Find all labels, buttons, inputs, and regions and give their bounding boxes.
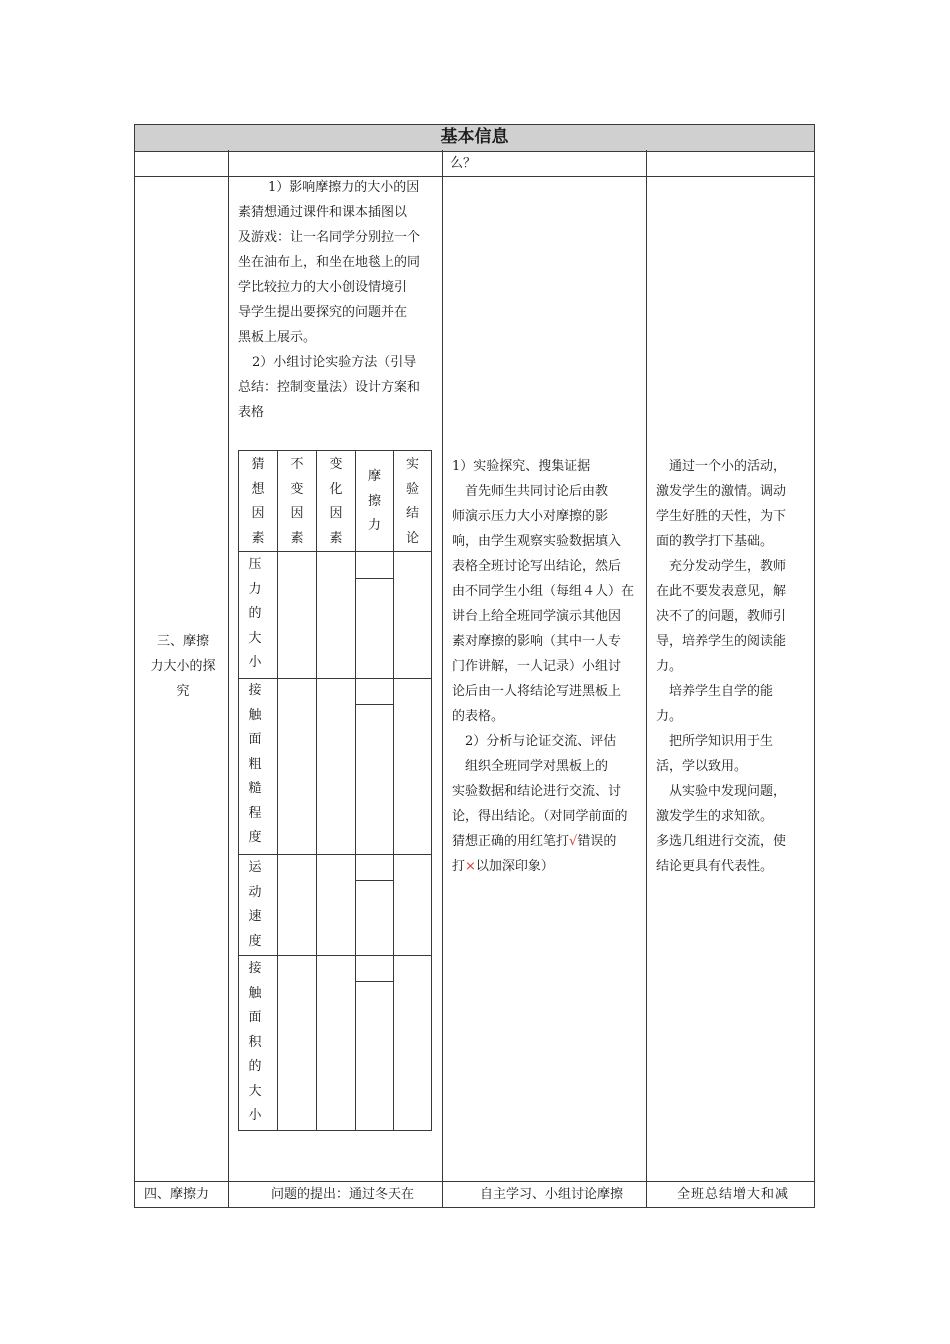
teacher-activity-paragraph-2: 2）小组讨论实验方法（引导 总结：控制变量法）设计方案和 表格: [238, 355, 421, 420]
table-col-line: [646, 150, 647, 1208]
section-4-design-intent: 全班总结增大和减: [677, 1187, 790, 1202]
table-row-line: [134, 176, 815, 177]
experiment-row-roughness: 接 触 面 粗 糙 程 度: [248, 683, 262, 845]
experiment-table-border: [238, 1130, 432, 1131]
experiment-table-border: [238, 450, 432, 451]
experiment-table-row-line: [238, 854, 432, 855]
student-activity-text: [452, 454, 640, 879]
experiment-table-row-line: [238, 551, 432, 552]
friction-subcell-line: [355, 981, 394, 982]
experiment-header-constant-factor: 不 变 因 素: [290, 457, 304, 546]
check-mark-icon: √: [569, 834, 578, 849]
experiment-table-col-line: [316, 450, 317, 1131]
experiment-row-pressure: 压 力 的 大 小: [248, 557, 262, 670]
table-col-line: [442, 150, 443, 1208]
table-col-line: [228, 150, 229, 1208]
experiment-header-guess-factor: 猜 想 因 素: [251, 457, 265, 546]
experiment-header-friction: 摩 擦 力: [367, 469, 381, 533]
table-border-bottom: [134, 1207, 815, 1208]
table-header-title: 基本信息: [440, 127, 509, 147]
experiment-row-contact-area: 接 触 面 积 的 大 小: [248, 961, 262, 1123]
student-activity-main: 1）实验探究、搜集证据 首先师生共同讨论后由教 师演示压力大小对摩擦的影 响，由学生观察实验数据填入 表格全班讨论写出结论，然后 由不同学生小组（每组４人）在 讲台上给全班同学演示其他因 素对摩擦的影响（其中一人专 门作讲解，一人记录）小组讨 论后由一人将结论写进黑板上 的表格。 2）分析与论证交流、评估 组织全班同学对黑板上的 实验数据和结论进行交流、讨 论，得出结论。（对同学前面的 猜想正确的用红笔打: [452, 459, 635, 849]
section-4-student-activity: 自主学习、小组讨论摩擦: [480, 1187, 624, 1202]
section-4-teacher-activity: 问题的提出：通过冬天在: [271, 1187, 415, 1202]
student-activity-end: 以加深印象）: [475, 859, 554, 874]
experiment-table-col-line: [277, 450, 278, 1131]
section-4-label: 四、摩擦力: [144, 1187, 210, 1202]
friction-subcell-line: [355, 578, 394, 579]
continued-content-text: 么？: [450, 156, 477, 171]
experiment-table-col-line: [355, 450, 356, 1131]
experiment-table-col-line: [393, 450, 394, 1131]
experiment-header-variable-factor: 变 化 因 素: [329, 457, 343, 546]
friction-subcell-line: [355, 880, 394, 881]
cross-mark-icon: ×: [465, 859, 476, 874]
teacher-activity-paragraph-1: 1）影响摩擦力的大小的因 素猜想通过课件和课本插图以 及游戏：让一名同学分别拉一个 坐在油布上，和坐在地毯上的同 学比较拉力的大小创设情境引 导学生提出要探究的问题并在 黑板上展示。: [238, 180, 421, 345]
experiment-header-conclusion: 实 验 结 论: [405, 457, 419, 546]
experiment-table-border: [431, 450, 432, 1131]
experiment-table-row-line: [238, 955, 432, 956]
table-border-right: [814, 124, 815, 1208]
student-activity-mid: 错误的 打: [452, 834, 617, 874]
design-intent-text: 通过一个小的活动， 激发学生的激情。调动 学生好胜的天性，为下 面的教学打下基础。 充分发动学生，教师 在此不要发表意见，解 决不了的问题，教师引 导，培养学生的阅读能 力。 培养学生自学的能 力。 把所学知识用于生 活，学以致用。 从实验中发现问题， 激发学生的求知欲。 多选几组进行交流，使 结论更具有代表性。: [656, 459, 787, 874]
table-border-left: [134, 124, 135, 1208]
friction-subcell-line: [355, 704, 394, 705]
section-3-label: 三、摩擦 力大小的探 究: [150, 634, 216, 699]
experiment-row-speed: 运 动 速 度: [248, 860, 262, 949]
